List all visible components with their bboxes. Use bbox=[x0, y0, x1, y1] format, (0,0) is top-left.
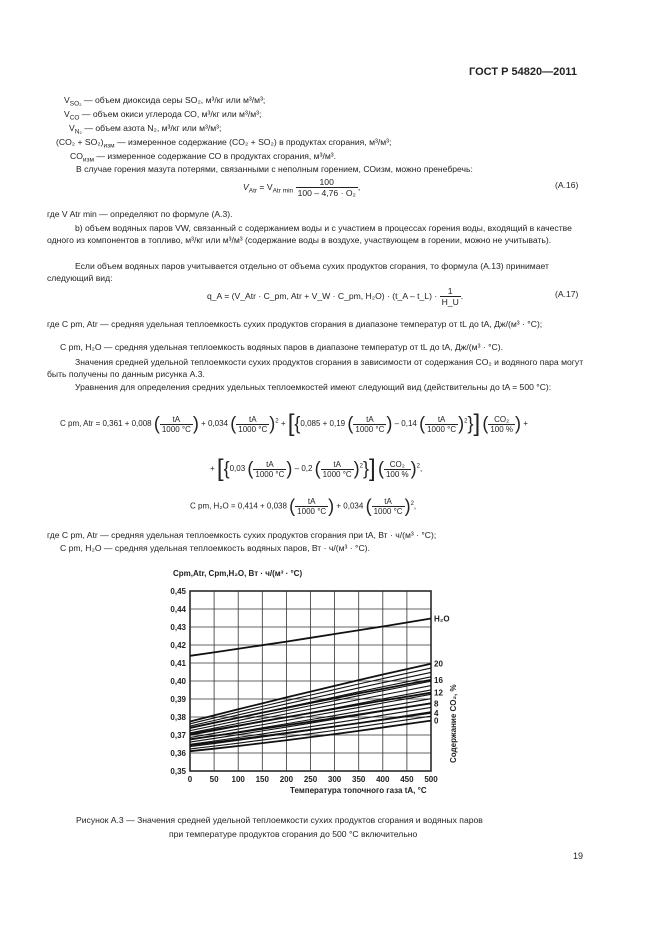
series-label: H₂O bbox=[434, 614, 450, 624]
x-tick-label: 50 bbox=[209, 775, 219, 784]
chart-ylabel: Cpm,Atr, Cpm,H₂O, Вт · ч/(м³ · °C) bbox=[173, 569, 303, 578]
def-n2: $V_{N_2}$ — объем азота N₂, м³/кг или м³/м³; bbox=[69, 123, 222, 136]
chart-grid bbox=[190, 591, 431, 771]
y-tick-label: 0,44 bbox=[170, 605, 186, 614]
x-tick-label: 0 bbox=[187, 775, 193, 784]
series-label: 16 bbox=[434, 675, 443, 685]
equation-a17: q_A = (V_Atr · C_pm, Atr + V_W · C_pm, H₂O) · (t_A – t_L) · $\frac{1}{H\_U}$ . bbox=[207, 286, 464, 307]
document-header: ГОСТ Р 54820—2011 bbox=[469, 66, 577, 78]
y-tick-label: 0,35 bbox=[170, 767, 186, 776]
chart-right-label: Содержание CO₂, % bbox=[449, 684, 458, 763]
equation-cpm-h2o: C pm, H₂O = 0,414 + 0,038 ( $\frac{tA}{1000 ^\circ C}$ ) + 0,034 ( $\frac{tA}{1000 ^\circ C}$ )$^2$, bbox=[190, 496, 417, 516]
equation-cpm-atr-cont: + [{0,03 ( $\frac{tA}{1000 ^\circ C}$ ) – 0,2 ( $\frac{tA}{1000 ^\circ C}$ )$^2$}] ( $\frac{\text{CO₂}}{100 \%}$ )$^2$, bbox=[210, 455, 423, 482]
para-water-vapor: b) объем водяных паров VW, связанный с содержанием воды и с участием в процессах горения воды, входящий в качестве одного из компонентов в топливо, м³/кг или м³/м³ (содержание воды в воздухе, участвующем в горении, можно не учитывать). bbox=[47, 223, 572, 245]
y-tick-label: 0,38 bbox=[170, 713, 186, 722]
x-tick-label: 400 bbox=[376, 775, 390, 784]
y-tick-label: 0,40 bbox=[170, 677, 186, 686]
series-label: 8 bbox=[434, 699, 439, 709]
para-mazut: В случае горения мазута потерями, связанными с неполным горением, СОизм, можно пренебречь: bbox=[76, 164, 473, 174]
series-label: 4 bbox=[434, 708, 439, 718]
y-tick-label: 0,45 bbox=[170, 587, 186, 596]
equation-a16: $V_{Atr} = V_{Atr min}$ $\frac{100}{\text{100 – 4,76 · O₂}}$ , bbox=[243, 177, 361, 198]
heat-capacity-chart bbox=[160, 565, 460, 805]
eq-label-a17: (A.17) bbox=[555, 289, 579, 299]
series-label: 0 bbox=[434, 716, 439, 726]
series-label: 12 bbox=[434, 688, 443, 698]
def-co-izm: $CO_{изм}$ — измеренное содержание СО в продуктах сгорания, м³/м³. bbox=[70, 151, 336, 164]
def-so2: $V_{SO_2}$ — объем диоксида серы SO₂, м³/кг или м³/м³; bbox=[64, 95, 266, 108]
x-tick-label: 500 bbox=[424, 775, 438, 784]
para-separate: Если объем водяных паров учитывается отдельно от объема сухих продуктов сгорания, то формула (А.13) принимает следующий вид: bbox=[47, 261, 549, 283]
y-tick-label: 0,36 bbox=[170, 749, 186, 758]
x-tick-label: 300 bbox=[327, 775, 342, 784]
x-tick-label: 100 bbox=[231, 775, 245, 784]
y-tick-label: 0,43 bbox=[170, 623, 186, 632]
equation-cpm-atr: C pm, Atr = 0,361 + 0,008 ( $\frac{tA}{1000 ^\circ C}$ ) + 0,034 ( $\frac{tA}{1000 ^\circ C}$ )$^2$ + [{0,085 + 0,19 ( $\frac{tA}{1000 ^\circ C}$ ) – 0,14 ( $\frac{tA}{1000 ^\circ C}$ )$^2$}] ( $\frac{\text{CO₂}}{100 \%}$ ) + bbox=[60, 410, 528, 437]
where-a17-h2o: C pm, H₂O — средняя удельная теплоемкость водяных паров в диапазоне температур от tL до tA, Дж/(м³ · °C). bbox=[60, 342, 503, 352]
y-tick-label: 0,39 bbox=[170, 695, 186, 704]
x-tick-label: 250 bbox=[303, 775, 318, 784]
y-tick-label: 0,37 bbox=[170, 731, 186, 740]
para-values: Значения средней удельной теплоемкости сухих продуктов сгорания в зависимости от содержания CO₂ и водяного пара могут быть получены по данным рисунка А.3. bbox=[47, 357, 584, 379]
where-eqs-h2o: C pm, H₂O — средняя удельная теплоемкость водяных паров, Вт · ч/(м³ · °C). bbox=[60, 543, 370, 553]
y-tick-label: 0,41 bbox=[170, 659, 186, 668]
def-co2-so2: $(CO_2 + SO_2)_{изм}$ — измеренное содержание (CO₂ + SO₂) в продуктах сгорания, м³/м³; bbox=[56, 137, 392, 150]
eq-label-a16: (A.16) bbox=[555, 180, 579, 190]
y-tick-label: 0,42 bbox=[170, 641, 186, 650]
para-equations: Уравнения для определения средних удельных теплоемкостей имеют следующий вид (действительны до tA = 500 °C): bbox=[75, 382, 552, 392]
x-tick-label: 450 bbox=[400, 775, 414, 784]
where-eqs-atr: где C pm, Atr — средняя удельная теплоемкость сухих продуктов сгорания при tA, Вт · ч/(м³ · °C); bbox=[47, 530, 437, 540]
x-tick-label: 150 bbox=[255, 775, 269, 784]
x-tick-label: 350 bbox=[352, 775, 366, 784]
def-co: $V_{CO}$ — объем окиси углерода СО, м³/кг или м³/м³; bbox=[64, 109, 262, 122]
where-a17-atr: где C pm, Atr — средняя удельная теплоемкость сухих продуктов сгорания в диапазоне температур от tL до tA, Дж/(м³ · °C); bbox=[47, 319, 543, 329]
page-number: 19 bbox=[573, 851, 584, 861]
series-label: 20 bbox=[434, 659, 443, 669]
figure-caption-line1: Рисунок А.3 — Значения средней удельной теплоемкости сухих продуктов сгорания и водяных паров bbox=[76, 815, 483, 825]
chart-xlabel: Температура топочного газа tA, °C bbox=[290, 786, 427, 795]
where-a16: где V Atr min — определяют по формуле (А.3). bbox=[47, 209, 233, 219]
figure-caption-line2: при температуре продуктов сгорания до 500 °C включительно bbox=[169, 829, 418, 839]
x-tick-label: 200 bbox=[279, 775, 294, 784]
